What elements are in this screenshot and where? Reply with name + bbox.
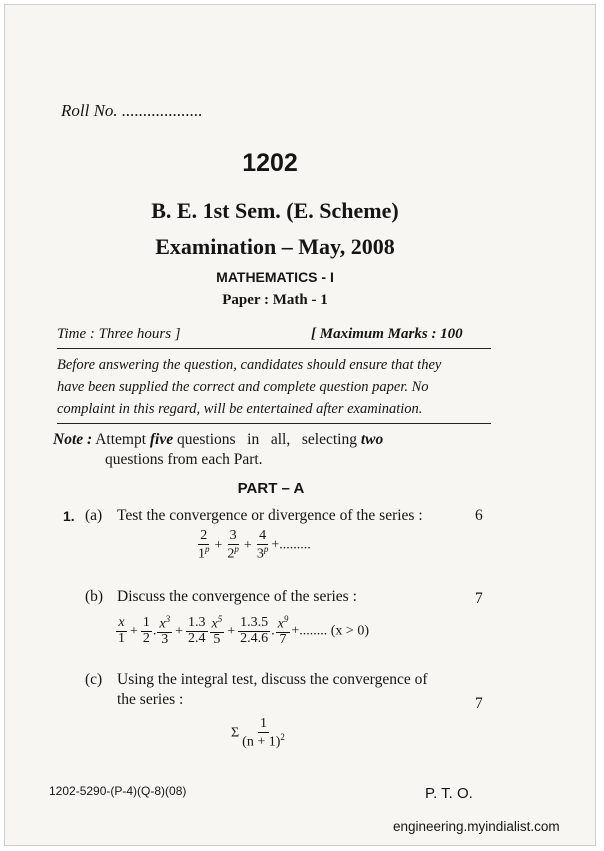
q1a-term-3: $\frac{4}{3^p}$	[256, 528, 269, 562]
note-attempt: Attempt	[95, 431, 147, 448]
note-line-1	[53, 431, 383, 449]
q1b-label: (b)	[85, 588, 104, 605]
paper-code: 1202	[242, 149, 298, 177]
pto-label: P. T. O.	[425, 785, 473, 802]
top-divider	[57, 348, 491, 349]
instruction-line-3: complaint in this regard, will be entertained after examination.	[57, 401, 423, 417]
note-middle: questions in all, selecting	[177, 431, 357, 448]
sigma-symbol: Σ	[231, 725, 240, 741]
subject-title: MATHEMATICS - I	[216, 269, 334, 285]
footer-code: 1202-5290-(P-4)(Q-8)(08)	[49, 784, 187, 798]
note-label: Note :	[53, 431, 93, 448]
q1c-label: (c)	[85, 671, 103, 688]
q1b-series: $\frac{x}{1}$ + $\frac{1}{2}$ . $\frac{x^3}{3}$ + $\frac{1.3}{2.4}$ $\frac{x^5}{5}$ + $\frac{1.3.5}{2.4.6}$ . $\frac{x^9}{7}$ +........ (x > 0)	[118, 614, 369, 648]
q1b-term-3a: $\frac{1.3}{2.4}$	[188, 615, 206, 647]
course-title: B. E. 1st Sem. (E. Scheme)	[151, 198, 399, 223]
part-heading: PART – A	[237, 480, 305, 497]
q1a-series: $\frac{2}{1^p}$ + $\frac{3}{2^p}$ + $\frac{4}{3^p}$ +.........	[198, 528, 311, 562]
q1b-term-3b: $\frac{x^5}{5}$	[211, 614, 223, 648]
q1a-tail: +.........	[271, 537, 311, 553]
q1b-term-4b: $\frac{x^9}{7}$	[277, 614, 289, 648]
q1b-marks: 7	[475, 590, 483, 607]
instruction-line-2: have been supplied the correct and complete question paper. No	[57, 379, 429, 395]
bottom-divider	[57, 423, 491, 424]
q1a-label: (a)	[85, 507, 103, 524]
q1c-series	[231, 717, 288, 750]
q1c-marks: 7	[475, 695, 483, 712]
q1a-text: Test the convergence or divergence of the series :	[117, 507, 423, 524]
max-marks-label: [ Maximum Marks : 100	[311, 326, 463, 342]
note-five: five	[149, 431, 174, 448]
q1a-term-1: $\frac{2}{1^p}$	[198, 528, 210, 562]
q1b-term-1: $\frac{x}{1}$	[118, 615, 125, 647]
note-line-2: questions from each Part.	[105, 451, 263, 468]
q1b-term-2a: $\frac{1}{2}$	[142, 615, 150, 647]
q1b-text: Discuss the convergence of the series :	[117, 588, 357, 605]
q1c-fraction: $\frac{1}{(n + 1)^2}$	[242, 716, 285, 750]
q1c-text-2: the series :	[117, 691, 184, 708]
q1b-term-2b: $\frac{x^3}{3}$	[159, 614, 171, 648]
q1c-text-1: Using the integral test, discuss the convergence of	[117, 671, 428, 688]
paper-title: Paper : Math - 1	[222, 292, 328, 308]
q1b-tail: +........ (x > 0)	[291, 623, 369, 639]
question-number: 1.	[63, 508, 75, 524]
website-link[interactable]: engineering.myindialist.com	[393, 819, 560, 834]
time-label: Time : Three hours ]	[57, 326, 181, 342]
q1a-marks: 6	[475, 507, 483, 524]
note-two: two	[360, 431, 384, 448]
exam-title: Examination – May, 2008	[155, 234, 395, 259]
question-paper-page	[4, 4, 596, 846]
roll-number: Roll No. ...................	[61, 101, 203, 120]
q1b-term-4a: $\frac{1.3.5}{2.4.6}$	[240, 615, 269, 647]
instruction-line-1: Before answering the question, candidates should ensure that they	[57, 357, 442, 373]
q1a-term-2: $\frac{3}{2^p}$	[227, 528, 239, 562]
